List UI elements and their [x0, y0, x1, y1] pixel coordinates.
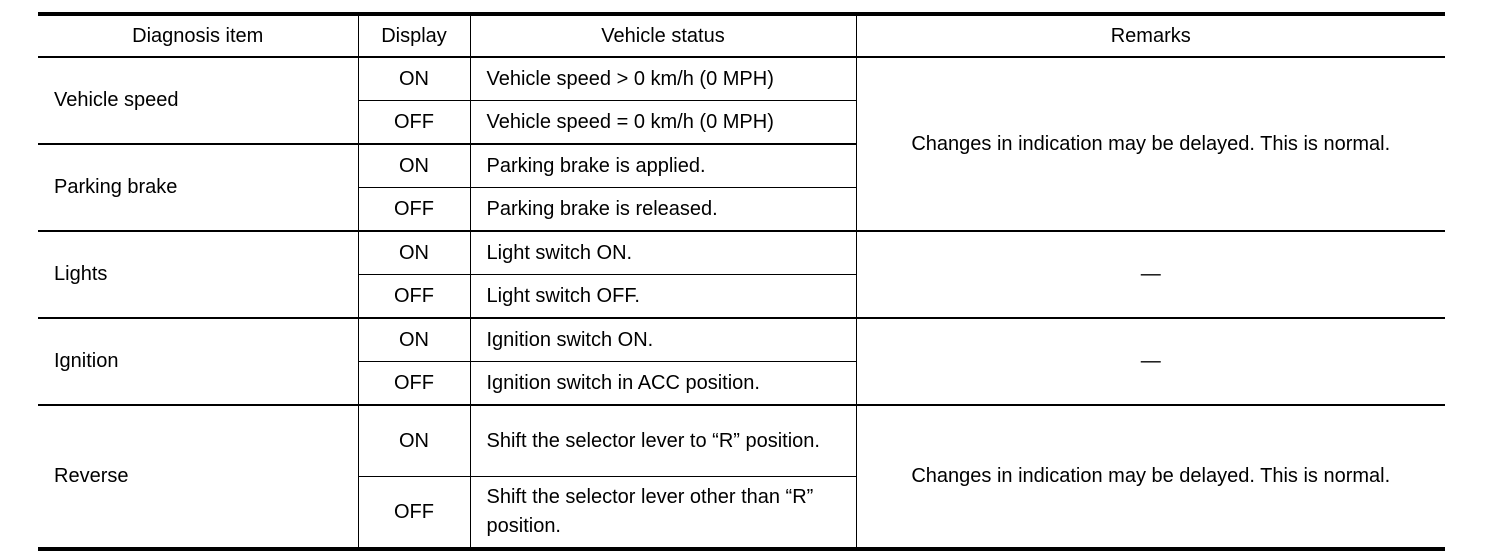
display-value: OFF — [358, 275, 470, 319]
vehicle-status: Ignition switch ON. — [470, 318, 856, 362]
display-value: ON — [358, 144, 470, 188]
vehicle-status: Shift the selector lever other than “R” position. — [470, 477, 856, 550]
header-diagnosis-item: Diagnosis item — [38, 14, 358, 57]
vehicle-status: Shift the selector lever to “R” position. — [470, 405, 856, 477]
display-value: ON — [358, 318, 470, 362]
display-value: ON — [358, 231, 470, 275]
header-row — [38, 14, 1445, 57]
display-value: ON — [358, 405, 470, 477]
display-value: OFF — [358, 101, 470, 145]
header-vehicle-status: Vehicle status — [470, 14, 856, 57]
table-row — [38, 405, 1445, 477]
table-row — [38, 57, 1445, 101]
diagnosis-item-reverse: Reverse — [38, 405, 358, 549]
vehicle-status: Parking brake is released. — [470, 188, 856, 232]
header-remarks: Remarks — [856, 14, 1445, 57]
display-value: OFF — [358, 477, 470, 550]
vehicle-status: Vehicle speed > 0 km/h (0 MPH) — [470, 57, 856, 101]
vehicle-status: Light switch ON. — [470, 231, 856, 275]
table-row — [38, 318, 1445, 362]
display-value: OFF — [358, 188, 470, 232]
vehicle-status: Light switch OFF. — [470, 275, 856, 319]
diagnosis-item-lights: Lights — [38, 231, 358, 318]
remarks-cell: — — [856, 318, 1445, 405]
vehicle-status: Ignition switch in ACC position. — [470, 362, 856, 406]
vehicle-status: Vehicle speed = 0 km/h (0 MPH) — [470, 101, 856, 145]
display-value: ON — [358, 57, 470, 101]
remarks-cell: Changes in indication may be delayed. This is normal. — [856, 405, 1445, 549]
remarks-cell: Changes in indication may be delayed. This is normal. — [856, 57, 1445, 231]
table-row — [38, 231, 1445, 275]
diagnosis-item-parking-brake: Parking brake — [38, 144, 358, 231]
diagnosis-table — [38, 12, 1445, 551]
remarks-cell: — — [856, 231, 1445, 318]
diagnosis-item-ignition: Ignition — [38, 318, 358, 405]
vehicle-status: Parking brake is applied. — [470, 144, 856, 188]
header-display: Display — [358, 14, 470, 57]
diagnosis-item-vehicle-speed: Vehicle speed — [54, 89, 179, 111]
display-value: OFF — [358, 362, 470, 406]
